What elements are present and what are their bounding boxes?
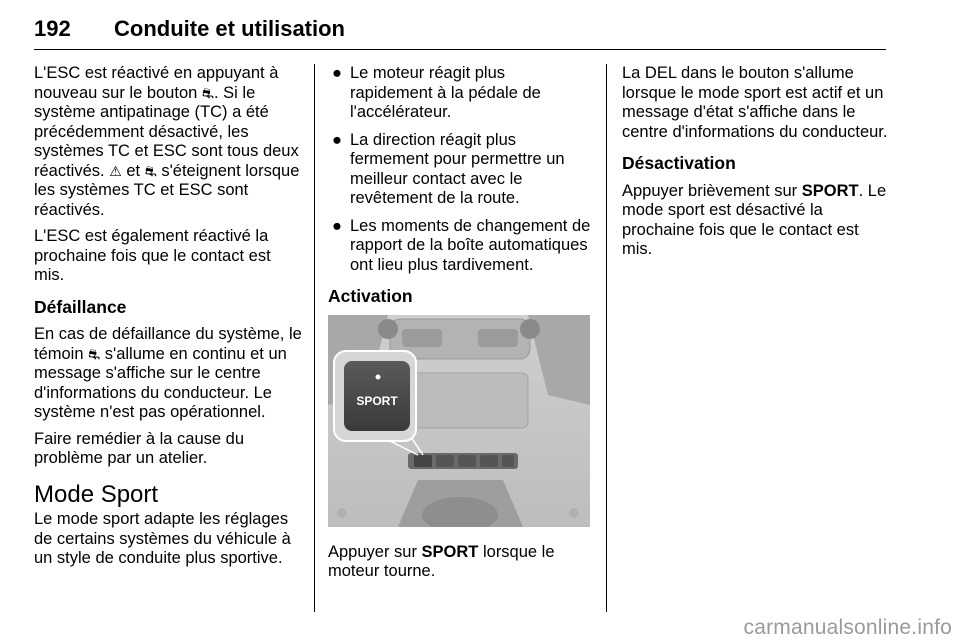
sport-keyword: SPORT xyxy=(421,542,479,561)
desactivation-paragraph: Appuyer brièvement sur SPORT. Le mode sport est désactivé la prochaine fois que le contact est mis. xyxy=(622,181,887,258)
activation-paragraph: Appuyer sur SPORT lorsque le moteur tourne. xyxy=(328,542,555,580)
knob-icon xyxy=(378,319,398,339)
heading-activation: Activation xyxy=(328,286,413,306)
column-1 xyxy=(34,64,302,576)
heading-defaillance: Défaillance xyxy=(34,296,127,317)
knob-icon xyxy=(520,319,540,339)
esc-off-icon: ⛐ xyxy=(144,162,157,179)
esc-off-icon: ⛐ xyxy=(201,84,214,101)
list-item: ● Les moments de changement de rapport de la boîte automatiques ont lieu plus tardivement. xyxy=(332,216,591,274)
sport-keyword: SPORT xyxy=(801,181,859,200)
list-item: ● Le moteur réagit plus rapidement à la pédale de l'accélérateur. xyxy=(332,64,541,121)
column-divider-2 xyxy=(606,64,607,612)
led-indicator-icon xyxy=(376,374,381,379)
atelier-paragraph: Faire remédier à la cause du problème par un atelier. xyxy=(34,429,245,467)
page-header xyxy=(34,14,886,50)
esc-warning-icon: ⛐ xyxy=(88,345,101,362)
column-2 xyxy=(328,64,592,589)
esc-reactivation-paragraph: L'ESC est réactivé en appuyant à nouveau sur le bouton ⛐. Si le système antipatinage (TC) a été précédemment désactivé, les systèmes TC et ESC sont tous deux réactivés. ⚠ et ⛐ s'éteignent lorsque les systèmes TC et ESC sont réactivés. xyxy=(34,64,300,219)
section-title: Conduite et utilisation xyxy=(114,16,345,41)
led-paragraph: La DEL dans le bouton s'allume lorsque le mode sport est actif et un message d'état s'affiche dans le centre d'informations du conducteur. xyxy=(622,64,888,141)
mode-sport-paragraph: Le mode sport adapte les réglages de certains systèmes du véhicule à un style de conduite plus sportive. xyxy=(34,510,291,567)
defaillance-paragraph: En cas de défaillance du système, le témoin ⛐ s'allume en continu et un message s'affiche sur le centre d'informations du conducteur. Le système n'est pas opérationnel. xyxy=(34,325,302,421)
heading-mode-sport: Mode Sport xyxy=(34,480,159,508)
column-3 xyxy=(622,64,888,267)
list-item: ● La direction réagit plus fermement pour permettre un meilleur contact avec le revêtement de la route. xyxy=(332,130,565,207)
column-divider-1 xyxy=(314,64,315,612)
sport-effects-list xyxy=(328,64,592,275)
sport-button-label: SPORT xyxy=(356,393,398,408)
tc-off-icon: ⚠ xyxy=(109,162,122,179)
heading-desactivation: Désactivation xyxy=(622,153,736,173)
watermark: carmanualsonline.info xyxy=(743,616,952,639)
page-number: 192 xyxy=(34,16,71,41)
esc-reactivation-ignition-paragraph: L'ESC est également réactivé la prochaine fois que le contact est mis. xyxy=(34,227,271,284)
sport-button-photo xyxy=(328,315,590,527)
